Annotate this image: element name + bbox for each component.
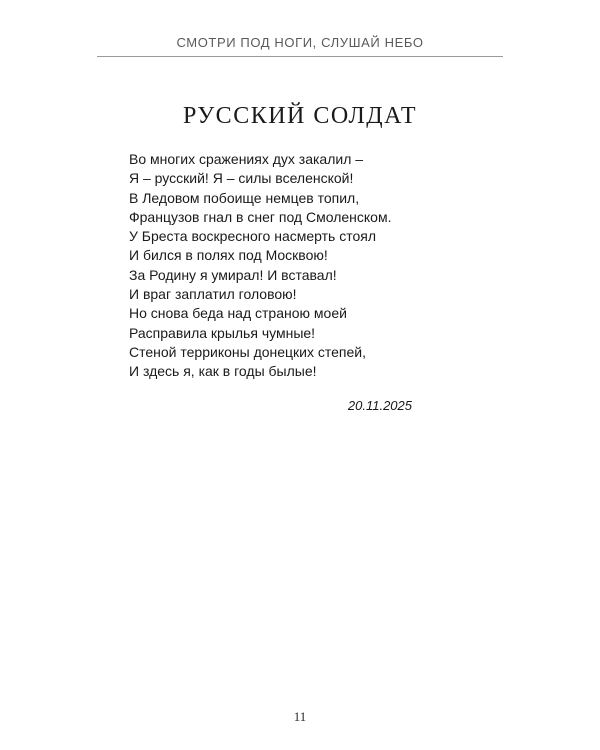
verse-line: За Родину я умирал! И вставал! [129,266,337,283]
poem-title: РУССКИЙ СОЛДАТ [182,103,418,129]
verse-line: У Бреста воскресного насмерть стоял [129,228,377,245]
running-header: СМОТРИ ПОД НОГИ, СЛУШАЙ НЕБО [176,35,424,50]
verse-line: Расправила крылья чумные! [129,324,316,341]
verse-line: И бился в полях под Москвою! [129,247,328,264]
verse-line: Во многих сражениях дух закалил – [129,151,364,167]
verse-line: Но снова беда над страною моей [129,305,347,322]
poem-stanza [129,150,391,382]
verse-line: Я – русский! Я – силы вселенской! [129,170,354,187]
header-rule [97,56,503,57]
verse-line: Французов гнал в снег под Смоленском. [129,208,392,225]
verse-line: Стеной терриконы донецких степей, [129,343,367,360]
verse-line: И здесь я, как в годы былые! [129,363,317,380]
page-number: 11 [293,709,307,724]
verse-line: В Ледовом побоище немцев топил, [129,189,360,206]
verse-line: И враг заплатил головою! [129,286,297,303]
poem-date: 20.11.2025 [347,398,412,413]
